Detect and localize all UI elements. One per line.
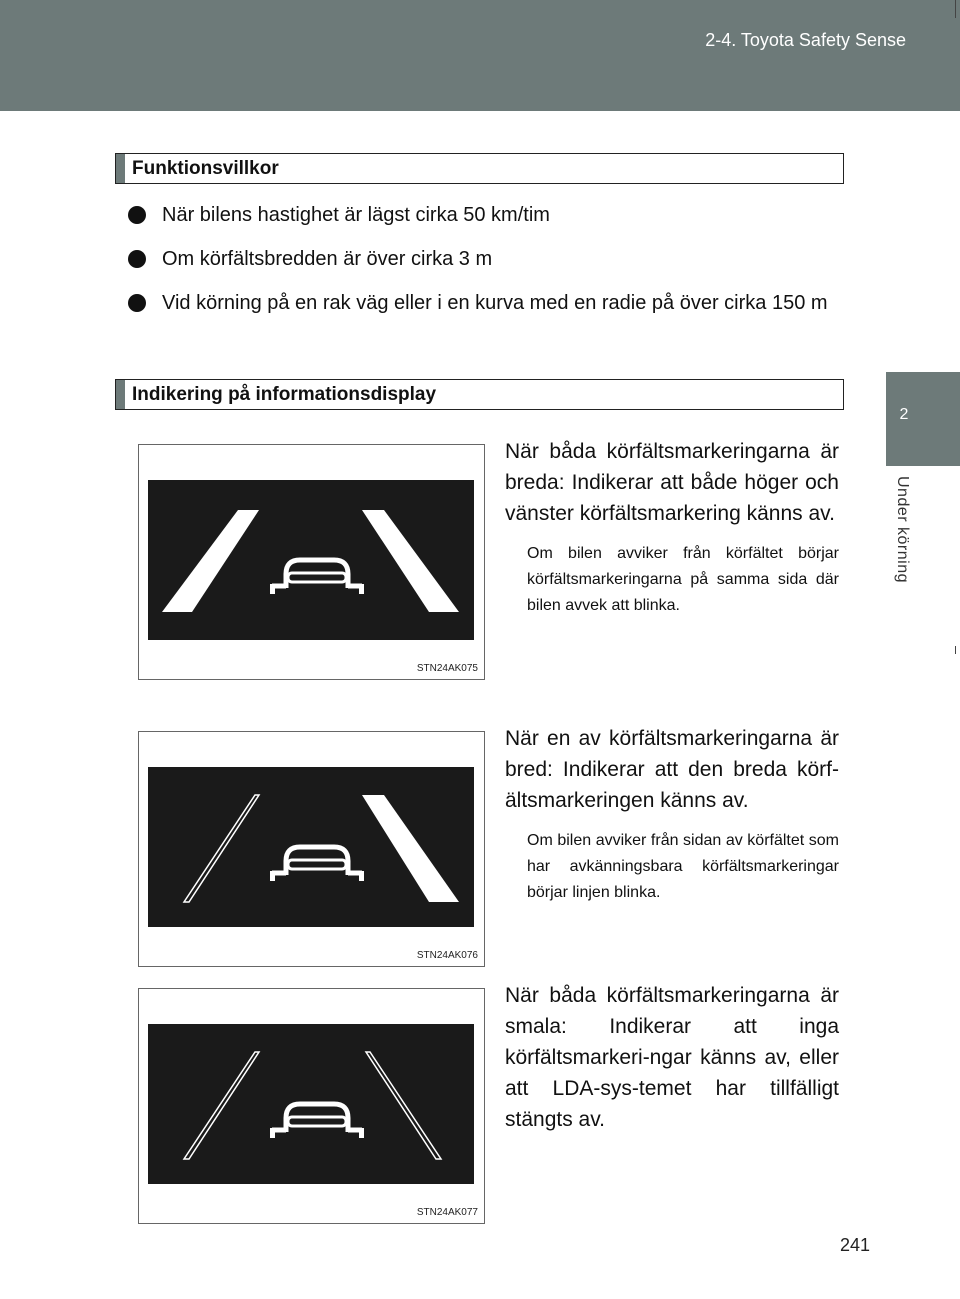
description-note: Om bilen avviker från körfältet börjar körfältsmarkeringarna på samma sida där bilen avvek att blinka. <box>527 545 839 614</box>
description-main: När båda körfältsmarkeringarna är smala: Indikerar att inga körfältsmarkeri-ngar känns av, eller att LDA-sys-temet har tillfälligt stängts av. <box>505 984 839 1131</box>
description-both-wide <box>505 436 839 619</box>
conditions-list <box>128 200 843 332</box>
description-main: När en av körfältsmarkeringarna är bred: Indikerar att den breda körf-ältsmarkeringen känns av. <box>505 727 839 812</box>
lane-display-illustration <box>148 1024 474 1184</box>
section-heading-display <box>115 379 844 410</box>
chapter-title: 2-4. Toyota Safety Sense <box>705 30 906 50</box>
chapter-tab <box>886 372 960 466</box>
description-note: Om bilen avviker från sidan av körfältet som har avkänningsbara körfältsmarkeringar börjar linjen blinka. <box>527 832 839 901</box>
list-item <box>128 288 843 319</box>
description-one-wide <box>505 723 839 906</box>
heading-bar <box>116 380 125 409</box>
lane-display-illustration <box>148 480 474 640</box>
description-both-narrow <box>505 980 839 1135</box>
display-figure-both-wide <box>138 444 485 680</box>
crop-mark <box>955 0 956 18</box>
chapter-number: 2 <box>899 406 909 423</box>
lane-display-illustration <box>148 767 474 927</box>
display-figure-both-narrow <box>138 988 485 1224</box>
chapter-label: Under körning <box>894 476 911 583</box>
bullet-icon <box>128 294 146 312</box>
figure-code: STN24AK076 <box>416 950 478 961</box>
figure-code: STN24AK077 <box>416 1207 478 1218</box>
list-item <box>128 200 843 231</box>
page-header <box>0 0 960 111</box>
condition-text: Vid körning på en rak väg eller i en kurva med en radie på över cirka 150 m <box>162 292 828 314</box>
heading-bar <box>116 154 125 183</box>
bullet-icon <box>128 250 146 268</box>
list-item <box>128 244 843 275</box>
crop-mark <box>955 646 956 654</box>
description-main: När båda körfältsmarkeringarna är breda: Indikerar att både höger och vänster körfältsmarkering känns av. <box>505 440 839 525</box>
condition-text: När bilens hastighet är lägst cirka 50 km/tim <box>162 204 550 226</box>
figure-code: STN24AK075 <box>416 663 478 674</box>
condition-text: Om körfältsbredden är över cirka 3 m <box>162 248 493 270</box>
page-number: 241 <box>840 1235 871 1255</box>
section-title: Indikering på informationsdisplay <box>132 384 437 405</box>
bullet-icon <box>128 206 146 224</box>
display-figure-one-wide <box>138 731 485 967</box>
section-heading-conditions <box>115 153 844 184</box>
section-title: Funktionsvillkor <box>132 158 279 179</box>
